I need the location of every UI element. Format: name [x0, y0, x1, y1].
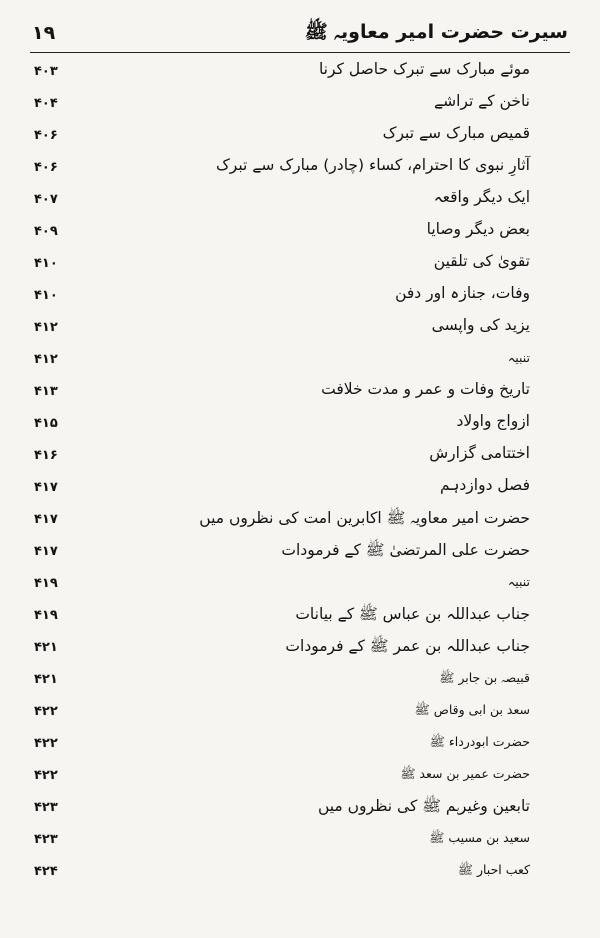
toc-entry-page: ۴۲۳: [34, 832, 58, 847]
toc-entry-title: وفات، جنازہ اور دفن: [395, 284, 530, 302]
toc-entry-page: ۴۰۶: [34, 128, 58, 143]
toc-entry-title: ایک دیگر واقعہ: [433, 188, 530, 206]
toc-entry-page: ۴۰۳: [34, 64, 58, 79]
toc-entry-page: ۴۱۲: [34, 352, 58, 367]
toc-entry-title: جناب عبداللہ بن عمر ﷺ کے فرمودات: [285, 637, 530, 655]
toc-entry-title: قمیص مبارک سے تبرک: [382, 124, 530, 142]
toc-entry-title: تنبیہ: [507, 574, 530, 589]
toc-entry-page: ۴۰۶: [34, 160, 58, 175]
toc-row: [30, 666, 570, 698]
toc-entry-page: ۴۱۰: [34, 288, 58, 303]
toc-entry-page: ۴۱۶: [34, 448, 58, 463]
toc-entry-page: ۴۰۹: [34, 224, 58, 239]
toc-entry-title: تقویٰ کی تلقین: [433, 252, 530, 270]
table-of-contents: [30, 58, 570, 938]
toc-row: [30, 346, 570, 378]
toc-row: [30, 90, 570, 122]
toc-entry-title: یزید کی واپسی: [431, 316, 530, 334]
toc-entry-page: ۴۱۹: [34, 608, 58, 623]
toc-entry-title: قبیصہ بن جابر ﷺ: [439, 670, 530, 685]
toc-entry-title: کعب احبار ﷺ: [457, 862, 530, 877]
toc-entry-title: تنبیہ: [507, 350, 530, 365]
toc-entry-title: موئے مبارک سے تبرک حاصل کرنا: [318, 60, 530, 78]
toc-row: [30, 794, 570, 826]
toc-entry-page: ۴۲۱: [34, 640, 58, 655]
toc-row: [30, 314, 570, 346]
toc-row: [30, 506, 570, 538]
toc-row: [30, 634, 570, 666]
toc-row: [30, 602, 570, 634]
toc-row: [30, 762, 570, 794]
toc-row: [30, 378, 570, 410]
toc-entry-page: ۴۲۳: [34, 800, 58, 815]
toc-entry-title: تابعین وغیرہم ﷺ کی نظروں میں: [317, 797, 530, 815]
toc-entry-page: ۴۲۲: [34, 736, 58, 751]
toc-row: [30, 58, 570, 90]
toc-row: [30, 570, 570, 602]
toc-entry-page: ۴۱۰: [34, 256, 58, 271]
toc-row: [30, 858, 570, 890]
toc-entry-title: فصل دوازدہم: [440, 476, 530, 494]
toc-row: [30, 122, 570, 154]
toc-row: [30, 730, 570, 762]
toc-entry-title: حضرت امیر معاویہ ﷺ اکابرین امت کی نظروں میں: [199, 509, 530, 527]
toc-entry-title: حضرت علی المرتضیٰ ﷺ کے فرمودات: [281, 541, 530, 559]
toc-entry-title: تاریخ وفات و عمر و مدت خلافت: [321, 380, 530, 398]
toc-entry-page: ۴۱۳: [34, 384, 58, 399]
toc-entry-title: آثارِ نبوی کا احترام، کساء (چادر) مبارک سے تبرک: [215, 156, 530, 174]
page-number: ۱۹: [32, 22, 56, 44]
toc-entry-page: ۴۲۲: [34, 768, 58, 783]
toc-entry-page: ۴۰۴: [34, 96, 58, 111]
toc-entry-page: ۴۱۵: [34, 416, 58, 431]
toc-entry-title: سعید بن مسیب ﷺ: [429, 830, 530, 845]
toc-entry-page: ۴۱۷: [34, 544, 58, 559]
toc-entry-page: ۴۲۴: [34, 864, 58, 879]
toc-entry-page: ۴۱۷: [34, 480, 58, 495]
toc-entry-page: ۴۱۷: [34, 512, 58, 527]
toc-row: [30, 538, 570, 570]
running-header: [30, 18, 570, 53]
toc-entry-title: ناخن کے تراشے: [434, 92, 530, 110]
running-title: سیرت حضرت امیر معاویہ ﷺ: [304, 21, 568, 43]
toc-row: [30, 154, 570, 186]
toc-entry-title: حضرت ابودرداء ﷺ: [429, 734, 530, 749]
toc-entry-page: ۴۱۹: [34, 576, 58, 591]
toc-entry-title: ازواج واولاد: [456, 412, 530, 430]
toc-entry-title: جناب عبداللہ بن عباس ﷺ کے بیانات: [295, 605, 530, 623]
toc-row: [30, 474, 570, 506]
toc-row: [30, 442, 570, 474]
toc-entry-page: ۴۱۲: [34, 320, 58, 335]
toc-entry-page: ۴۲۱: [34, 672, 58, 687]
toc-row: [30, 186, 570, 218]
toc-row: [30, 282, 570, 314]
toc-entry-page: ۴۰۷: [34, 192, 58, 207]
toc-entry-title: حضرت عمیر بن سعد ﷺ: [400, 766, 530, 781]
toc-row: [30, 410, 570, 442]
toc-entry-page: ۴۲۲: [34, 704, 58, 719]
toc-entry-title: بعض دیگر وصایا: [426, 220, 530, 238]
toc-row: [30, 826, 570, 858]
toc-entry-title: سعد بن ابی وقاص ﷺ: [414, 702, 530, 717]
toc-row: [30, 250, 570, 282]
toc-entry-title: اختتامی گزارش: [429, 444, 530, 462]
toc-row: [30, 698, 570, 730]
toc-row: [30, 218, 570, 250]
